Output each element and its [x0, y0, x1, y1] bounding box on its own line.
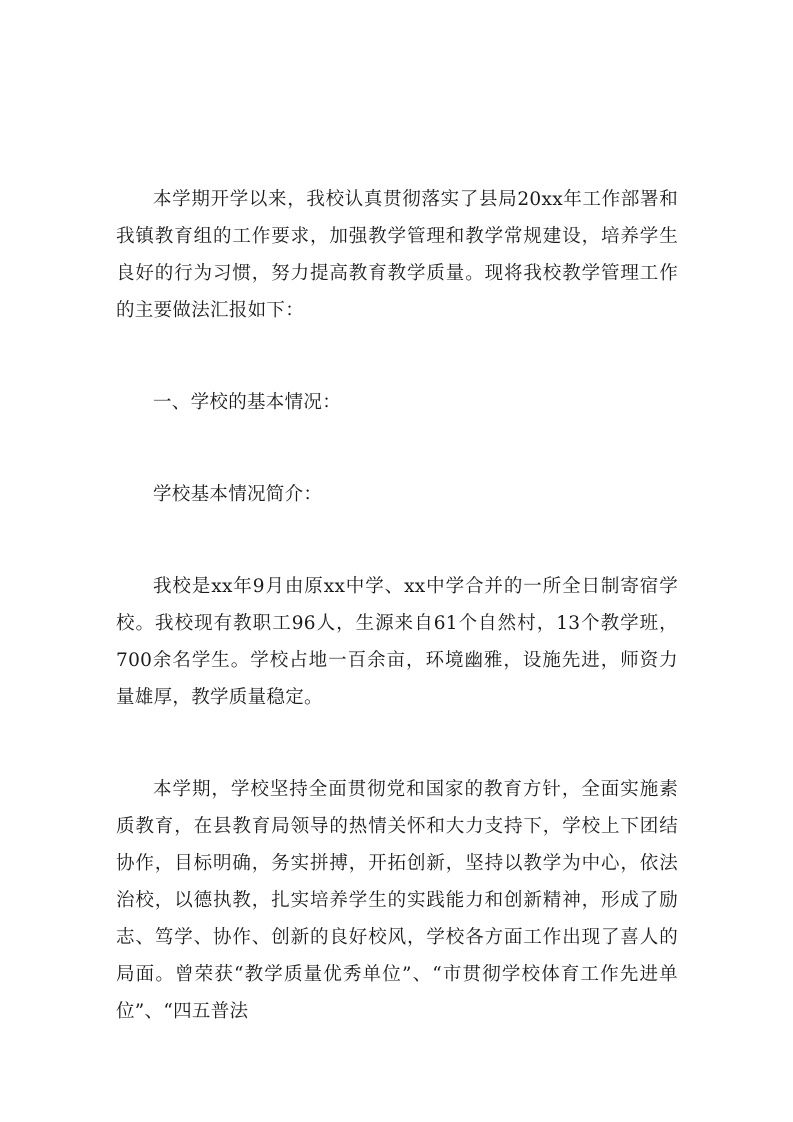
- section-heading-basic-info: 一、学校的基本情况：: [153, 392, 342, 413]
- paragraph-gap: [116, 513, 678, 568]
- document-page: [116, 181, 678, 1030]
- paragraph-gap: [116, 329, 678, 384]
- school-overview-paragraph: 我校是xx年9月由原xx中学、xx中学合并的一所全日制寄宿学校。我校现有教职工96人，生源来自61个自然村，13个教学班，700余名学生。学校占地一百余亩，环境幽雅，设施先进，师资力量雄厚，教学质量稳定。: [116, 576, 678, 708]
- semester-summary-paragraph: 本学期，学校坚持全面贯彻党和国家的教育方针，全面实施素质教育，在县教育局领导的热情关怀和大力支持下，学校上下团结协作，目标明确，务实拼搏，开拓创新，坚持以教学为中心，依法治校，以德执教，扎实培养学生的实践能力和创新精神，形成了励志、笃学、协作、创新的良好校风，学校各方面工作出现了喜人的局面。曾荣获“教学质量优秀单位”、“市贯彻学校体育工作先进单位”、“四五普法: [116, 779, 678, 1022]
- subheading-school-overview: 学校基本情况简介：: [153, 484, 323, 505]
- intro-paragraph: 本学期开学以来，我校认真贯彻落实了县局20xx年工作部署和我镇教育组的工作要求，加强教学管理和教学常规建设，培养学生良好的行为习惯，努力提高教育教学质量。现将我校教学管理工作的主要做法汇报如下：: [116, 189, 678, 321]
- paragraph-gap: [116, 716, 678, 771]
- paragraph-gap: [116, 421, 678, 476]
